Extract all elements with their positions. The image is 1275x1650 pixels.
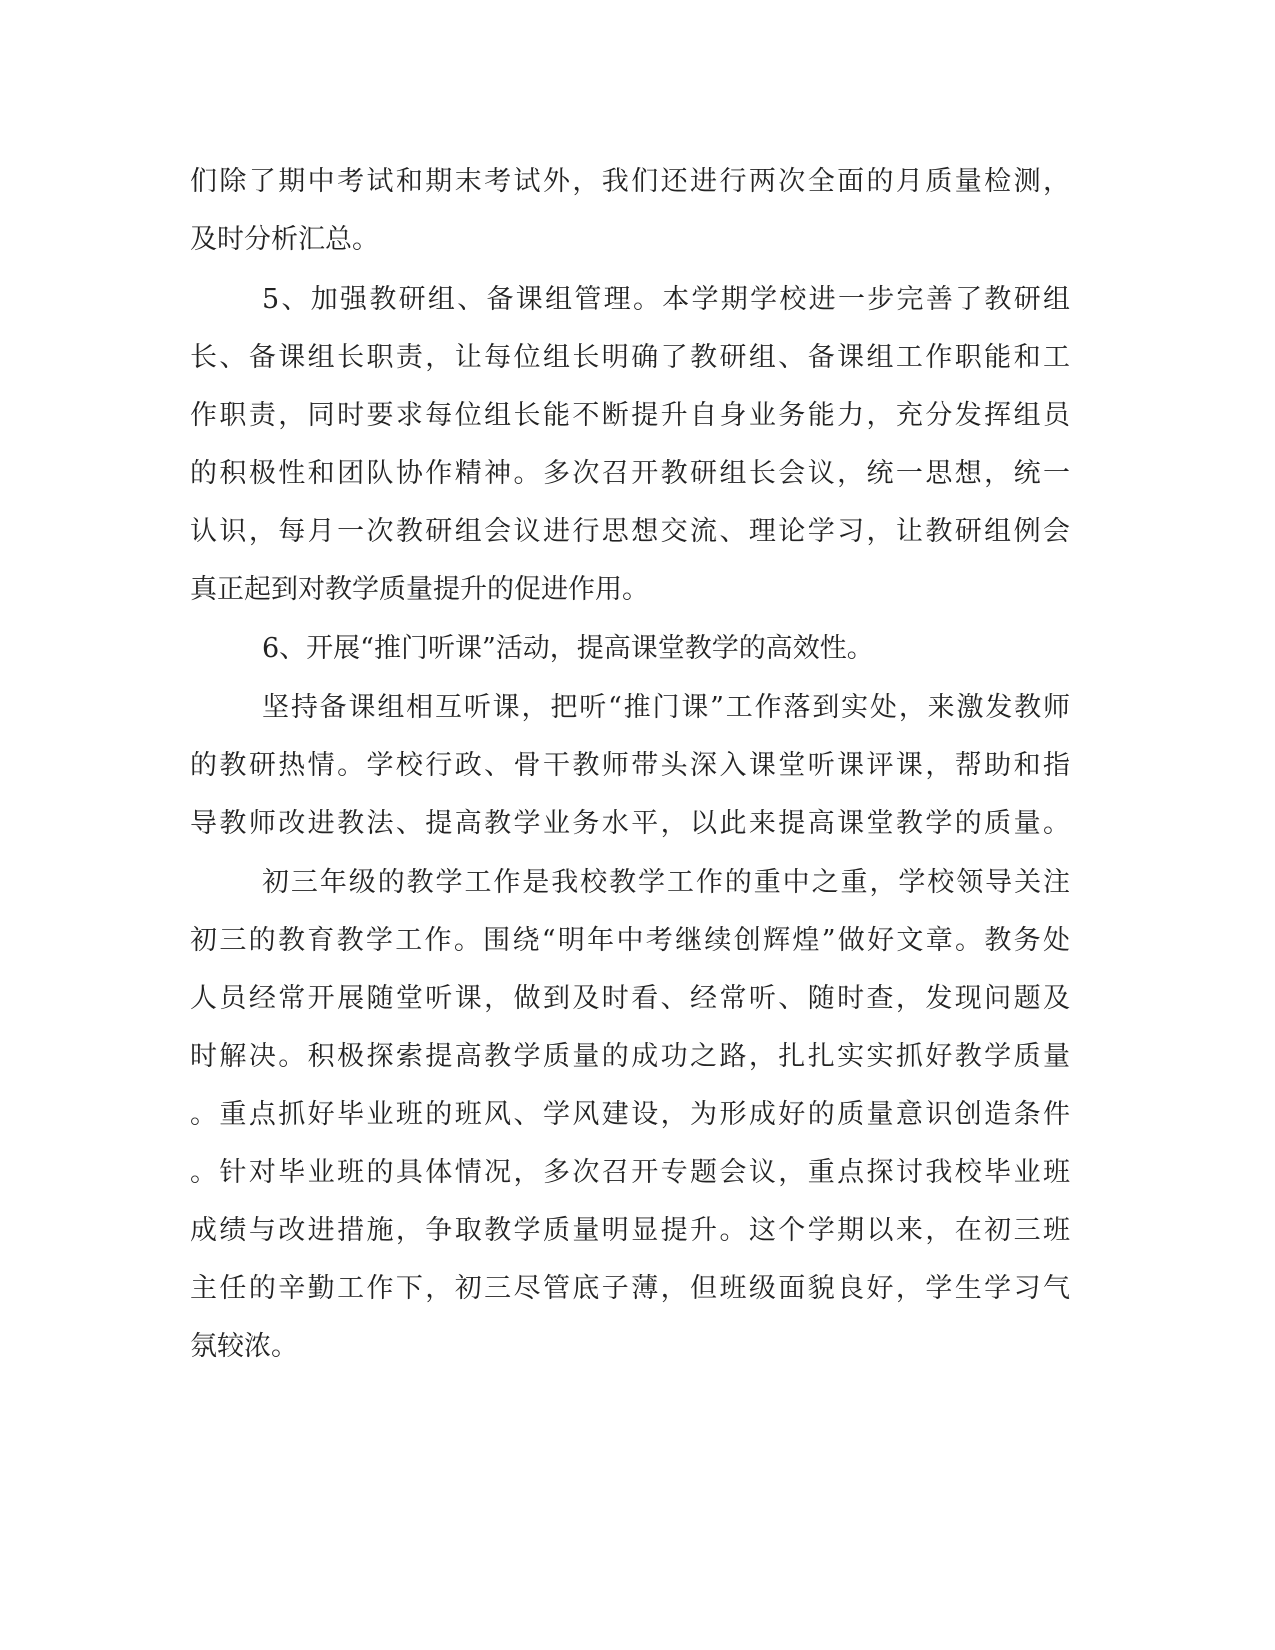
text-line: 坚持备课组相互听课，把听“推门课”工作落到实处，来激发教师 (262, 692, 1070, 723)
text-line: 们除了期中考试和期末考试外，我们还进行两次全面的月质量检测， (190, 166, 1070, 197)
text-line: 主任的辛勤工作下，初三尽管底子薄，但班级面貌良好，学生学习气 (190, 1273, 1070, 1304)
text-line: 。针对毕业班的具体情况，多次召开专题会议，重点探讨我校毕业班 (190, 1157, 1070, 1188)
text-line: 。重点抓好毕业班的班风、学风建设，为形成好的质量意识创造条件 (190, 1099, 1070, 1130)
text-line: 初三年级的教学工作是我校教学工作的重中之重，学校领导关注 (262, 867, 1070, 898)
paragraph-6-heading-line: 6、开展“推门听课”活动，提高课堂教学的高效性。 (262, 633, 874, 664)
text-line: 的教研热情。学校行政、骨干教师带头深入课堂听课评课，帮助和指 (190, 750, 1070, 781)
text-line: 初三的教育教学工作。围绕“明年中考继续创辉煌”做好文章。教务处 (190, 925, 1070, 956)
paragraph-5-heading-line: 5、加强教研组、备课组管理。本学期学校进一步完善了教研组 (262, 284, 1070, 315)
text-line: 导教师改进教法、提高教学业务水平，以此来提高课堂教学的质量。 (190, 808, 1070, 839)
text-line: 的积极性和团队协作精神。多次召开教研组长会议，统一思想，统一 (190, 458, 1070, 489)
text-line: 及时分析汇总。 (190, 224, 379, 255)
text-line: 成绩与改进措施，争取教学质量明显提升。这个学期以来，在初三班 (190, 1215, 1070, 1246)
text-line: 长、备课组长职责，让每位组长明确了教研组、备课组工作职能和工 (190, 342, 1070, 373)
text-line: 人员经常开展随堂听课，做到及时看、经常听、随时查，发现问题及 (190, 983, 1070, 1014)
text-line: 时解决。积极探索提高教学质量的成功之路，扎扎实实抓好教学质量 (190, 1041, 1070, 1072)
text-line: 认识，每月一次教研组会议进行思想交流、理论学习，让教研组例会 (190, 516, 1070, 547)
text-line: 真正起到对教学质量提升的促进作用。 (190, 574, 649, 605)
text-line: 氛较浓。 (190, 1331, 298, 1362)
text-line: 作职责，同时要求每位组长能不断提升自身业务能力，充分发挥组员 (190, 400, 1070, 431)
